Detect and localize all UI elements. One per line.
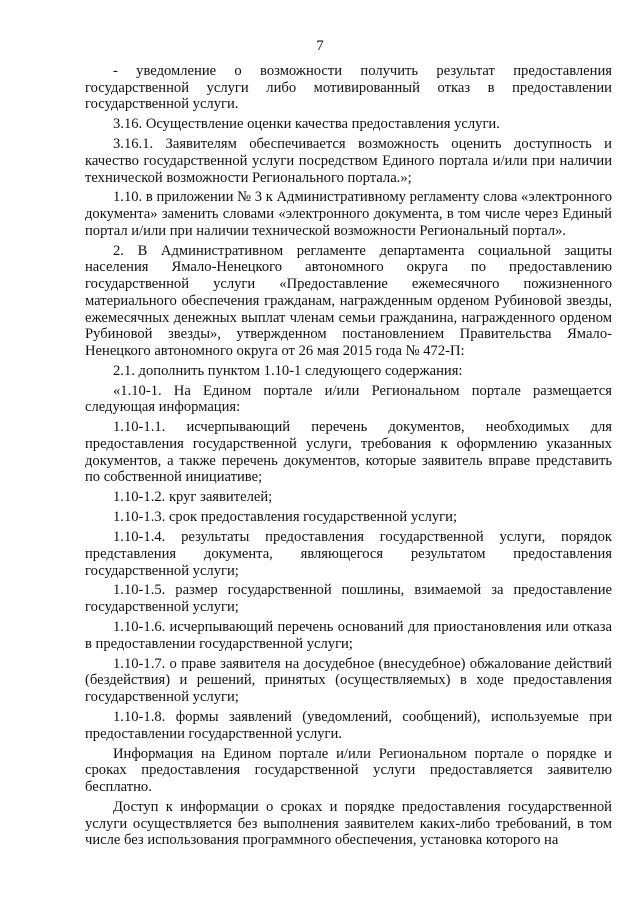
paragraph-1-10-1-3: 1.10-1.3. срок предоставления государственной услуги; — [113, 509, 458, 526]
paragraph-notification: - уведомление о возможности получить результат предоставления государственной услуги либо мотивированный отказ в предоставлении государственной услуги. — [85, 63, 612, 113]
paragraph-3-16: 3.16. Осуществление оценки качества предоставления услуги. — [113, 116, 500, 133]
paragraph-1-10-1-6: 1.10-1.6. исчерпывающий перечень оснований для приостановления или отказа в предоставлении государственной услуги; — [85, 619, 612, 652]
document-body — [85, 63, 612, 852]
paragraph-3-16-1: 3.16.1. Заявителям обеспечивается возможность оценить доступность и качество государственной услуги посредством Единого портала и/или при наличии технической возможности Регионального портала.»; — [85, 136, 612, 186]
paragraph-1-10-1-8: 1.10-1.8. формы заявлений (уведомлений, сообщений), используемые при предоставлении государственной услуги. — [85, 708, 612, 742]
paragraph-1-10-1-1: 1.10-1.1. исчерпывающий перечень документов, необходимых для предоставления государственной услуги, требования к оформлению указанных документов, а также перечень документов, которые заявитель вправе представить по собственной инициативе; — [85, 419, 612, 486]
paragraph-1-10-1: «1.10-1. На Едином портале и/или Региональном портале размещается следующая информация: — [85, 382, 612, 416]
paragraph-2: 2. В Административном регламенте департамента социальной защиты населения Ямало-Ненецкого автономного округа по предоставлению государственной услуги «Предоставление ежемесячного пожизненного материального обеспечения гражданам, награжденным орденом Рубиновой звезды, ежемесячных денежных выплат членам семьи гражданина, награжденного орденом Рубиновой звезды», утвержденном постановлением Правительства Ямало-Ненецкого автономного округа от 26 мая 2015 года № 472-П: — [85, 242, 612, 359]
paragraph-information-free: Информация на Едином портале и/или Региональном портале о порядке и сроках предоставления государственной услуги предоставляется заявителю бесплатно. — [85, 745, 612, 795]
paragraph-1-10-1-2: 1.10-1.2. круг заявителей; — [113, 489, 273, 506]
paragraph-1-10: 1.10. в приложении № 3 к Административному регламенту слова «электронного документа» заменить словами «электронного документа, в том числе через Единый портал и/или при наличии технической возможности Региональный портал». — [85, 189, 612, 239]
page-number: 7 — [316, 38, 324, 54]
paragraph-1-10-1-7: 1.10-1.7. о праве заявителя на досудебное (внесудебное) обжалование действий (бездействия) и решений, принятых (осуществляемых) в ходе предоставления государственной услуги; — [85, 655, 612, 706]
paragraph-2-1: 2.1. дополнить пунктом 1.10-1 следующего содержания: — [113, 362, 463, 379]
paragraph-access-to-information: Доступ к информации о сроках и порядке предоставления государственной услуги осуществляется без выполнения заявителем каких-либо требований, в том числе без использования программного обеспечения, установка которого на — [85, 798, 612, 849]
paragraph-1-10-1-5: 1.10-1.5. размер государственной пошлины, взимаемой за предоставление государственной услуги; — [85, 582, 612, 616]
paragraph-1-10-1-4: 1.10-1.4. результаты предоставления государственной услуги, порядок представления документа, являющегося результатом предоставления государственной услуги; — [85, 529, 612, 579]
